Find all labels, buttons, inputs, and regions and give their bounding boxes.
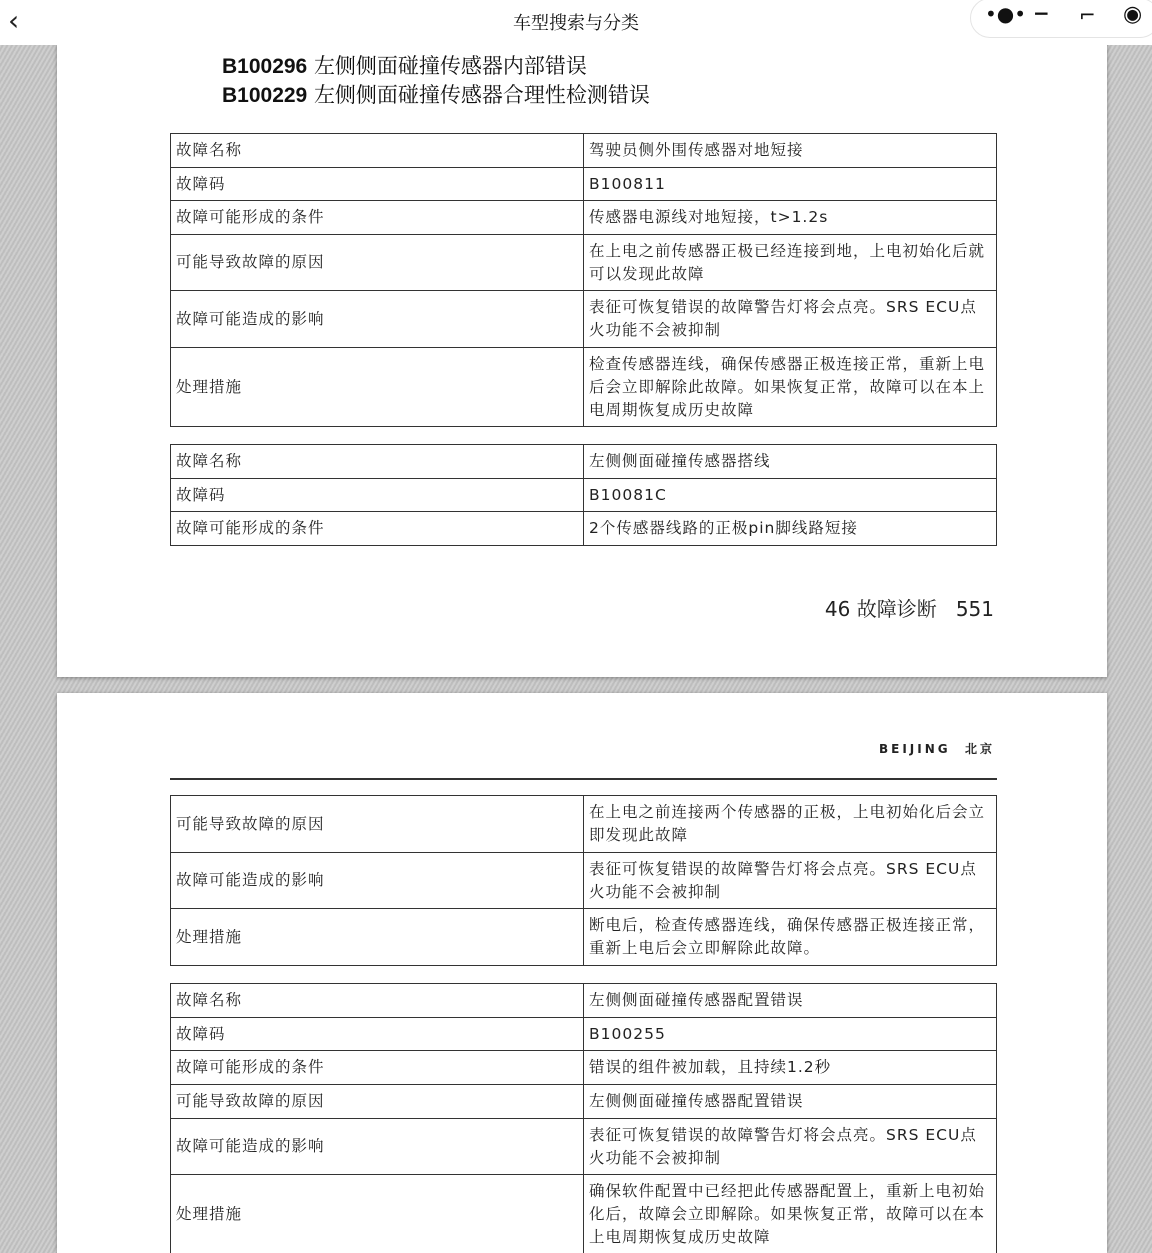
table-row	[171, 853, 997, 909]
field-value: 在上电之前传感器正极已经连接到地，上电初始化后就可以发现此故障	[584, 235, 997, 291]
field-label: 故障码	[171, 1018, 584, 1051]
table-row	[171, 512, 997, 546]
table-row	[171, 291, 997, 348]
field-label: 故障可能造成的影响	[171, 1119, 584, 1175]
field-value: B100255	[584, 1018, 997, 1051]
field-value: 传感器电源线对地短接，t>1.2s	[584, 201, 997, 235]
more-dots-icon[interactable]: •●•	[985, 2, 1026, 26]
fault-table-1	[170, 133, 997, 427]
field-label: 可能导致故障的原因	[171, 796, 584, 853]
fault-title: 左侧侧面碰撞传感器内部错误	[314, 54, 587, 78]
document-page-552	[57, 693, 1107, 1253]
beijing-logo: BEIJING 北京	[879, 740, 995, 757]
field-value: 确保软件配置中已经把此传感器配置上，重新上电初始化后，故障会立即解除。如果恢复正常，故障可以在本上电周期恢复成历史故障	[584, 1175, 997, 1253]
target-circle-icon[interactable]: ◉	[1123, 2, 1142, 27]
field-value: 驾驶员侧外围传感器对地短接	[584, 134, 997, 168]
field-label: 可能导致故障的原因	[171, 235, 584, 291]
table-row	[171, 1051, 997, 1085]
field-label: 处理措施	[171, 1175, 584, 1253]
page-footer	[825, 593, 994, 622]
field-label: 故障名称	[171, 984, 584, 1018]
table-row	[171, 1175, 997, 1253]
heading-1	[222, 50, 587, 80]
field-label: 故障名称	[171, 445, 584, 479]
field-label: 故障可能形成的条件	[171, 201, 584, 235]
table-row	[171, 1119, 997, 1175]
field-label: 故障可能造成的影响	[171, 291, 584, 348]
field-label: 处理措施	[171, 909, 584, 966]
fault-table-2	[170, 444, 997, 546]
field-value: 左侧侧面碰撞传感器配置错误	[584, 1085, 997, 1119]
field-label: 故障可能形成的条件	[171, 512, 584, 546]
chapter-label: 46 故障诊断	[825, 597, 937, 621]
field-value: 在上电之前连接两个传感器的正极，上电初始化后会立即发现此故障	[584, 796, 997, 853]
minus-icon[interactable]: −	[1033, 1, 1050, 25]
field-label: 处理措施	[171, 348, 584, 427]
table-row	[171, 235, 997, 291]
field-label: 故障可能形成的条件	[171, 1051, 584, 1085]
fault-code: B100229	[222, 84, 307, 107]
header-rule	[170, 778, 997, 780]
table-row	[171, 134, 997, 168]
field-value: 表征可恢复错误的故障警告灯将会点亮。SRS ECU点火功能不会被抑制	[584, 291, 997, 348]
table-row	[171, 796, 997, 853]
document-page-551	[57, 40, 1107, 677]
table-row	[171, 479, 997, 512]
field-value: 左侧侧面碰撞传感器搭线	[584, 445, 997, 479]
field-value: 2个传感器线路的正极pin脚线路短接	[584, 512, 997, 546]
field-value: 断电后，检查传感器连线，确保传感器正极连接正常，重新上电后会立即解除此故障。	[584, 909, 997, 966]
table-row	[171, 984, 997, 1018]
field-value: 表征可恢复错误的故障警告灯将会点亮。SRS ECU点火功能不会被抑制	[584, 853, 997, 909]
table-row	[171, 201, 997, 235]
page-number: 551	[956, 597, 994, 621]
table-row	[171, 168, 997, 201]
field-label: 可能导致故障的原因	[171, 1085, 584, 1119]
fault-table-3	[170, 795, 997, 966]
field-value: 表征可恢复错误的故障警告灯将会点亮。SRS ECU点火功能不会被抑制	[584, 1119, 997, 1175]
field-label: 故障名称	[171, 134, 584, 168]
page-title: 车型搜索与分类	[0, 9, 1152, 35]
field-label: 故障码	[171, 168, 584, 201]
top-bar	[0, 0, 1152, 45]
field-value: 错误的组件被加载，且持续1.2秒	[584, 1051, 997, 1085]
table-row	[171, 348, 997, 427]
field-value: B100811	[584, 168, 997, 201]
table-row	[171, 445, 997, 479]
field-label: 故障码	[171, 479, 584, 512]
restore-icon[interactable]: ⌐	[1079, 3, 1096, 27]
field-label: 故障可能造成的影响	[171, 853, 584, 909]
mini-program-capsule	[970, 0, 1152, 38]
table-row	[171, 909, 997, 966]
table-row	[171, 1085, 997, 1119]
heading-2	[222, 79, 650, 109]
table-row	[171, 1018, 997, 1051]
field-value: 左侧侧面碰撞传感器配置错误	[584, 984, 997, 1018]
fault-table-4	[170, 983, 997, 1253]
field-value: B10081C	[584, 479, 997, 512]
field-value: 检查传感器连线，确保传感器正极连接正常，重新上电后会立即解除此故障。如果恢复正常，故障可以在本上电周期恢复成历史故障	[584, 348, 997, 427]
fault-code: B100296	[222, 55, 307, 78]
fault-title: 左侧侧面碰撞传感器合理性检测错误	[314, 83, 650, 107]
chevron-left-icon[interactable]: ‹	[8, 4, 19, 37]
